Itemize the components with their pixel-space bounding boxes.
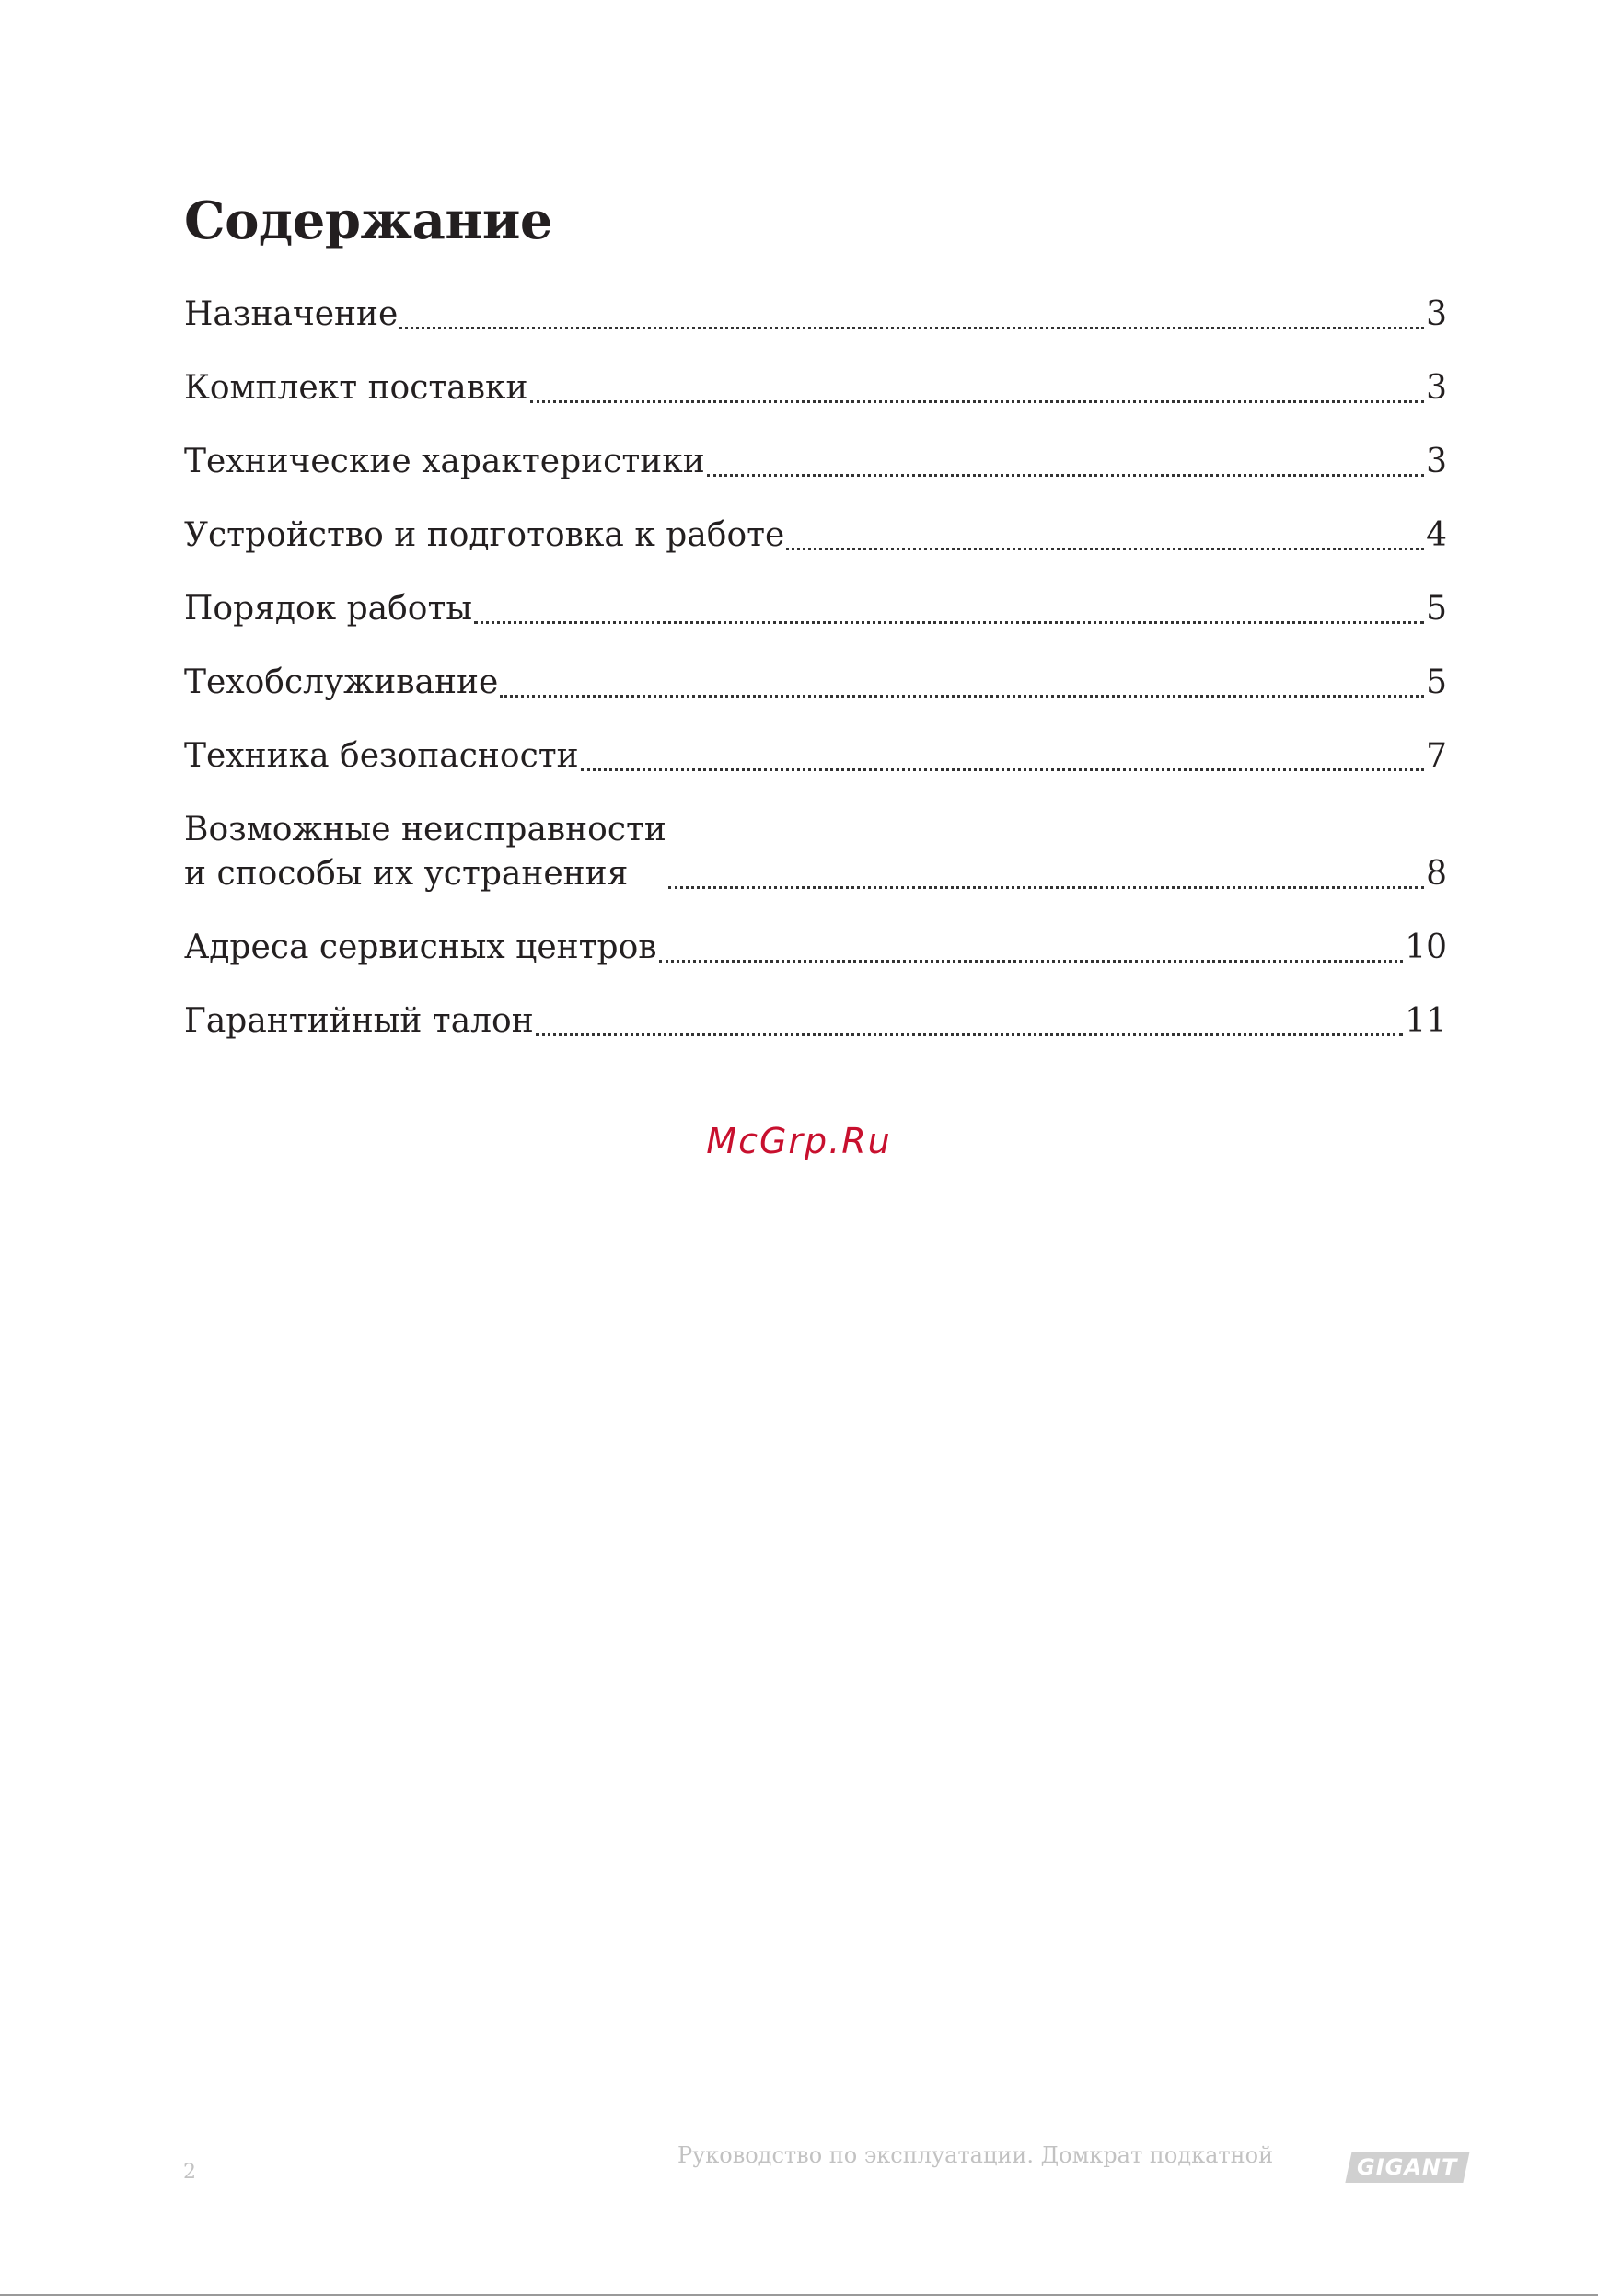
toc-entry-label: Технические характеристики bbox=[184, 443, 705, 480]
footer-document-title: Руководство по эксплуатации. Домкрат подкатной bbox=[677, 2142, 1274, 2168]
toc-leader-dots bbox=[536, 1033, 1403, 1036]
toc-entry-label: Возможные неисправности и способы их устранения bbox=[184, 811, 666, 893]
toc-leader-dots bbox=[668, 885, 1424, 889]
toc-entry-label: Техника безопасности bbox=[184, 737, 579, 775]
toc-leader-dots bbox=[659, 959, 1404, 963]
toc-entry-page: 4 bbox=[1426, 516, 1447, 554]
toc-entry[interactable] bbox=[184, 513, 1447, 558]
toc-entry-page: 5 bbox=[1426, 663, 1447, 701]
toc-leader-dots bbox=[581, 767, 1424, 771]
toc-leader-dots bbox=[500, 694, 1424, 698]
watermark-link[interactable]: McGrp.Ru bbox=[706, 1121, 892, 1161]
toc-entry-label: Устройство и подготовка к работе bbox=[184, 516, 785, 554]
toc-entry-label: Порядок работы bbox=[184, 590, 473, 628]
toc-entry[interactable] bbox=[184, 808, 1447, 896]
table-of-contents bbox=[184, 293, 1447, 1073]
toc-entry[interactable] bbox=[184, 366, 1447, 410]
toc-leader-dots bbox=[707, 473, 1424, 477]
toc-entry-page: 8 bbox=[1426, 855, 1447, 893]
toc-entry-label: Гарантийный талон bbox=[184, 1002, 534, 1040]
toc-leader-dots bbox=[400, 326, 1424, 329]
toc-leader-dots bbox=[530, 399, 1425, 403]
toc-entry-page: 3 bbox=[1426, 443, 1447, 480]
brand-logo bbox=[1345, 2152, 1469, 2183]
toc-entry[interactable] bbox=[184, 440, 1447, 484]
page-number: 2 bbox=[183, 2161, 196, 2184]
toc-entry-page: 7 bbox=[1426, 737, 1447, 775]
toc-entry-label: Техобслуживание bbox=[184, 663, 499, 701]
toc-entry[interactable] bbox=[184, 734, 1447, 779]
toc-entry[interactable] bbox=[184, 926, 1447, 970]
toc-entry-page: 3 bbox=[1426, 295, 1447, 333]
brand-logo-text: GIGANT bbox=[1357, 2154, 1458, 2180]
toc-entry-page: 3 bbox=[1426, 369, 1447, 407]
toc-entry[interactable] bbox=[184, 293, 1447, 337]
toc-entry-page: 10 bbox=[1405, 929, 1447, 966]
toc-entry-label: Адреса сервисных центров bbox=[184, 929, 657, 966]
toc-entry-label: Комплект поставки bbox=[184, 369, 528, 407]
toc-entry-label: Назначение bbox=[184, 295, 399, 333]
toc-leader-dots bbox=[474, 620, 1424, 624]
toc-leader-dots bbox=[786, 547, 1424, 550]
toc-entry-page: 5 bbox=[1426, 590, 1447, 628]
toc-entry[interactable] bbox=[184, 661, 1447, 705]
toc-entry-page: 11 bbox=[1405, 1002, 1447, 1040]
toc-entry[interactable] bbox=[184, 999, 1447, 1044]
page-title: Содержание bbox=[184, 190, 553, 251]
toc-entry[interactable] bbox=[184, 587, 1447, 631]
